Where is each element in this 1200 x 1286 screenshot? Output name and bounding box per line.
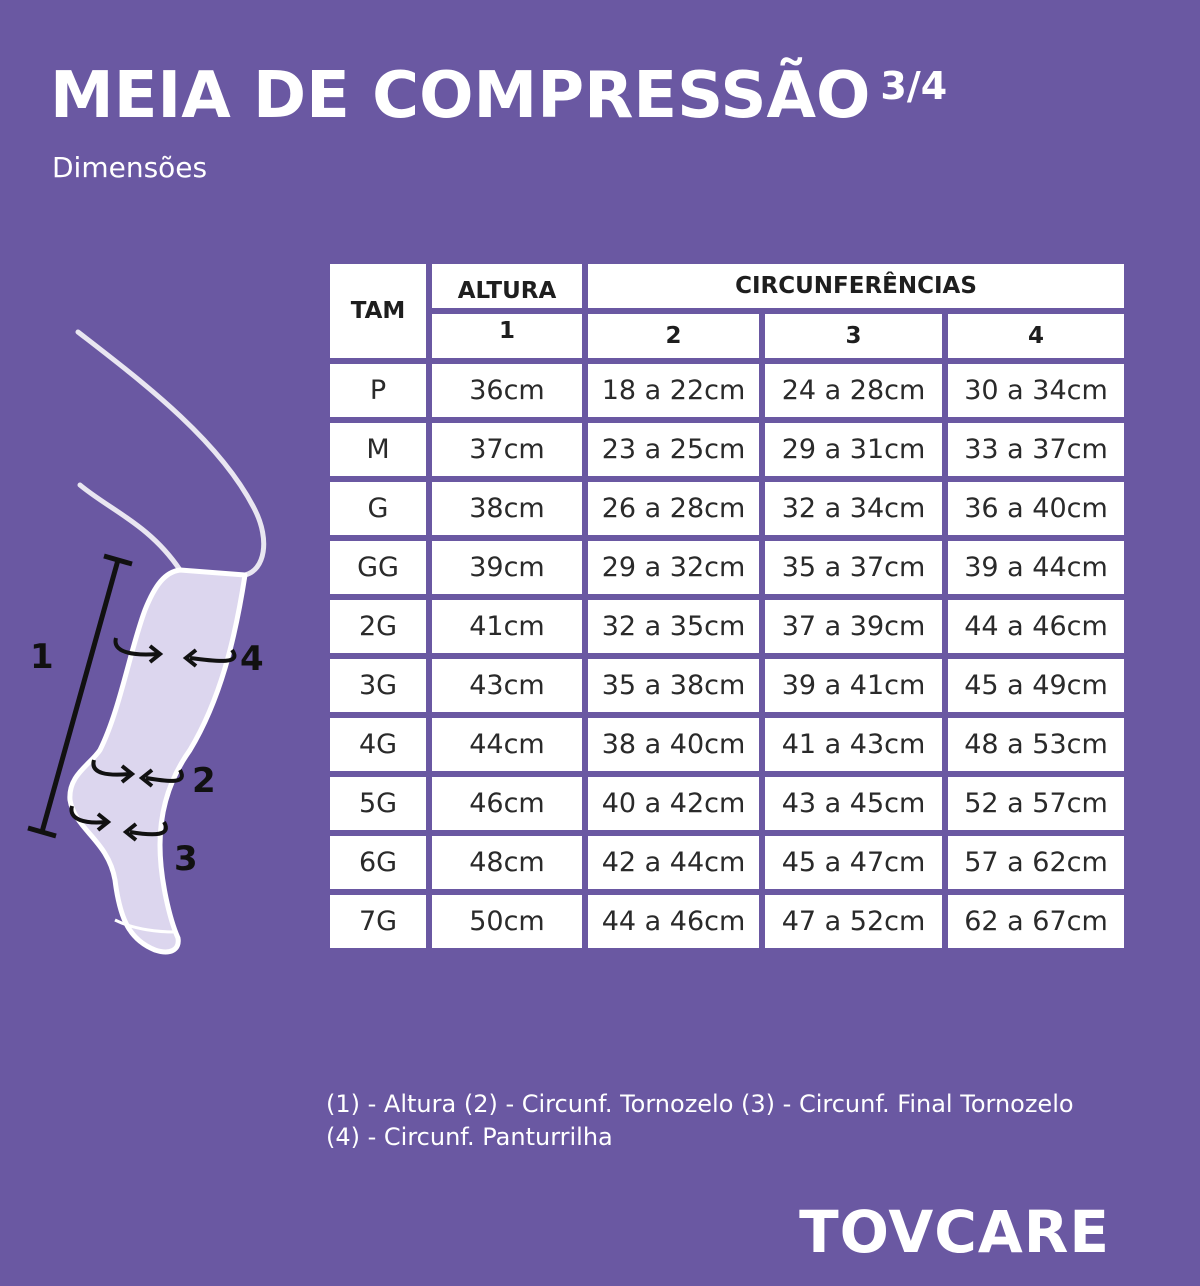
cell-circ-3: 24 a 28cm: [765, 364, 942, 417]
table-row: [330, 541, 1124, 594]
cell-circ-3: 47 a 52cm: [765, 895, 942, 948]
cell-circ-2: 29 a 32cm: [588, 541, 759, 594]
table-row: [330, 600, 1124, 653]
table-row: [330, 423, 1124, 476]
leg-measurement-diagram: [20, 320, 310, 980]
cell-circ-2: 38 a 40cm: [588, 718, 759, 771]
cell-circ-4: 33 a 37cm: [948, 423, 1124, 476]
cell-size: M: [330, 423, 426, 476]
table-row: [330, 836, 1124, 889]
cell-height: 43cm: [432, 659, 582, 712]
cell-height: 46cm: [432, 777, 582, 830]
notes-line-1: (1) - Altura (2) - Circunf. Tornozelo (3) - Circunf. Final Tornozelo: [326, 1090, 1074, 1118]
header-circ-2: 2: [588, 314, 759, 358]
cell-size: 6G: [330, 836, 426, 889]
cell-height: 38cm: [432, 482, 582, 535]
cell-circ-4: 44 a 46cm: [948, 600, 1124, 653]
table-row: [330, 718, 1124, 771]
table-row: [330, 777, 1124, 830]
cell-size: 3G: [330, 659, 426, 712]
cell-circ-3: 43 a 45cm: [765, 777, 942, 830]
header-height-number: 1: [432, 314, 582, 358]
header-circ-4: 4: [948, 314, 1124, 358]
cell-circ-3: 41 a 43cm: [765, 718, 942, 771]
cell-height: 50cm: [432, 895, 582, 948]
leg-outline: [78, 332, 264, 575]
cell-circ-4: 36 a 40cm: [948, 482, 1124, 535]
page-subtitle: Dimensões: [52, 151, 208, 184]
size-table: [324, 258, 1130, 954]
cell-size: GG: [330, 541, 426, 594]
cell-height: 37cm: [432, 423, 582, 476]
cell-circ-3: 39 a 41cm: [765, 659, 942, 712]
cell-height: 36cm: [432, 364, 582, 417]
cell-circ-2: 18 a 22cm: [588, 364, 759, 417]
cell-circ-3: 32 a 34cm: [765, 482, 942, 535]
cell-circ-4: 45 a 49cm: [948, 659, 1124, 712]
cell-size: 7G: [330, 895, 426, 948]
label-3: 3: [174, 839, 198, 879]
cell-circ-2: 23 a 25cm: [588, 423, 759, 476]
cell-circ-2: 42 a 44cm: [588, 836, 759, 889]
cell-circ-3: 37 a 39cm: [765, 600, 942, 653]
header-circ-3: 3: [765, 314, 942, 358]
cell-circ-2: 35 a 38cm: [588, 659, 759, 712]
notes-line-2: (4) - Circunf. Panturrilha: [326, 1123, 613, 1151]
label-1: 1: [30, 637, 54, 677]
header-circumferences: CIRCUNFERÊNCIAS: [588, 264, 1124, 308]
header-size: TAM: [330, 264, 426, 358]
table-row: [330, 895, 1124, 948]
cell-height: 44cm: [432, 718, 582, 771]
table-header-row: [330, 264, 1124, 308]
stocking-shape: [70, 570, 245, 952]
cell-size: 4G: [330, 718, 426, 771]
cell-size: 2G: [330, 600, 426, 653]
cell-height: 48cm: [432, 836, 582, 889]
cell-circ-4: 62 a 67cm: [948, 895, 1124, 948]
cell-circ-2: 44 a 46cm: [588, 895, 759, 948]
cell-circ-4: 52 a 57cm: [948, 777, 1124, 830]
table-subheader-row: [330, 314, 1124, 358]
table-row: [330, 659, 1124, 712]
table-row: [330, 482, 1124, 535]
label-2: 2: [192, 761, 216, 801]
cell-circ-4: 39 a 44cm: [948, 541, 1124, 594]
page-title: [50, 48, 947, 134]
cell-circ-2: 32 a 35cm: [588, 600, 759, 653]
title-fraction: 3/4: [880, 64, 948, 108]
cell-circ-3: 29 a 31cm: [765, 423, 942, 476]
cell-height: 39cm: [432, 541, 582, 594]
table-row: [330, 364, 1124, 417]
label-4: 4: [240, 639, 264, 679]
cell-circ-4: 48 a 53cm: [948, 718, 1124, 771]
header-height: ALTURA: [432, 264, 582, 308]
cell-circ-2: 26 a 28cm: [588, 482, 759, 535]
cell-circ-4: 57 a 62cm: [948, 836, 1124, 889]
cell-circ-3: 35 a 37cm: [765, 541, 942, 594]
cell-height: 41cm: [432, 600, 582, 653]
cell-size: G: [330, 482, 426, 535]
cell-circ-2: 40 a 42cm: [588, 777, 759, 830]
legend-notes: [326, 1088, 1074, 1154]
title-text: MEIA DE COMPRESSÃO: [50, 59, 871, 133]
cell-size: P: [330, 364, 426, 417]
leg-outline-back: [80, 485, 180, 570]
brand-logo: TOVCARE: [799, 1198, 1110, 1266]
cell-circ-4: 30 a 34cm: [948, 364, 1124, 417]
cell-size: 5G: [330, 777, 426, 830]
cell-circ-3: 45 a 47cm: [765, 836, 942, 889]
